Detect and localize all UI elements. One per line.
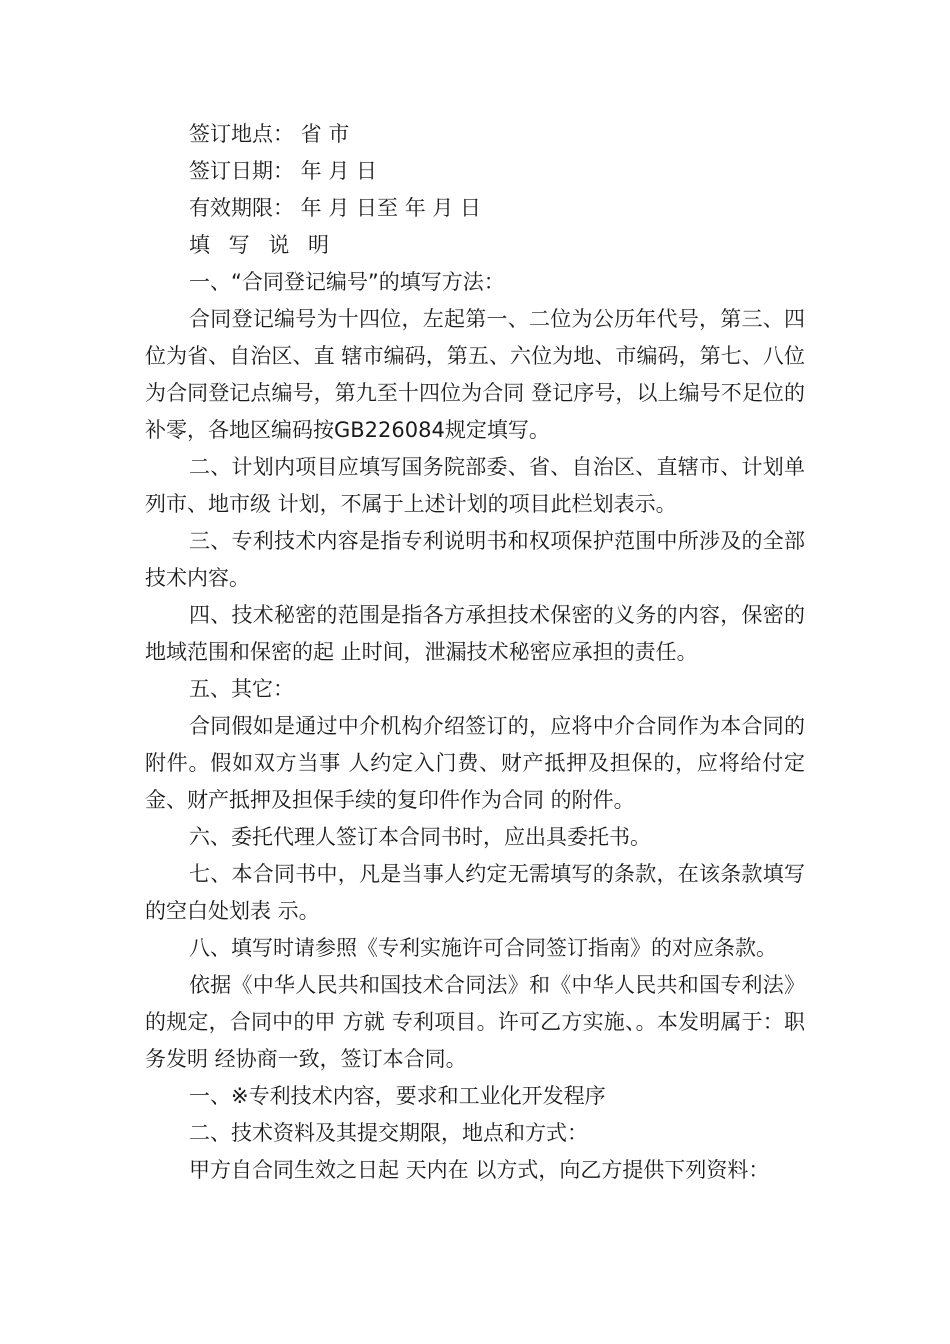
instruction-2: 二、计划内项目应填写国务院部委、省、自治区、直辖市、计划单列市、地市级 计划，不属于上述计划的项目此栏划表示。 — [145, 455, 805, 516]
instruction-3: 三、专利技术内容是指专利说明书和权项保护范围中所涉及的全部技术内容。 — [145, 529, 805, 590]
signing-place-field: 签订地点： 省 市 — [189, 122, 350, 146]
contract-clause-2: 二、技术资料及其提交期限，地点和方式： — [189, 1121, 588, 1145]
instruction-1-body: 合同登记编号为十四位，左起第一、二位为公历年代号，第三、四位为省、自治区、直 辖市编码，第五、六位为地、市编码，第七、八位为合同登记点编号，第九至十四位为合同 登记序号，以上编号不足位的补零，各地区编码按GB226084规定填写。 — [145, 307, 805, 442]
instruction-5-heading: 五、其它： — [189, 677, 294, 701]
instruction-5-body: 合同假如是通过中介机构介绍签订的，应将中介合同作为本合同的附件。假如双方当事 人约定入门费、财产抵押及担保的，应将给付定金、财产抵押及担保手续的复印件作为合同 的附件。 — [145, 714, 805, 812]
contract-preamble: 依据《中华人民共和国技术合同法》和《中华人民共和国专利法》的规定，合同中的甲 方就 专利项目。许可乙方实施、。本发明属于：职务发明 经协商一致，签订本合同。 — [145, 973, 805, 1071]
document-body — [145, 116, 805, 1189]
contract-clause-1: 一、※专利技术内容，要求和工业化开发程序 — [189, 1084, 606, 1108]
contract-clause-2-body: 甲方自合同生效之日起 天内在 以方式，向乙方提供下列资料： — [189, 1158, 770, 1182]
instructions-title: 填 写 说 明 — [189, 233, 336, 257]
instruction-8: 八、填写时请参照《专利实施许可合同签订指南》的对应条款。 — [189, 936, 777, 960]
instruction-4: 四、技术秘密的范围是指各方承担技术保密的义务的内容，保密的地域范围和保密的起 止时间，泄漏技术秘密应承担的责任。 — [145, 603, 805, 664]
instruction-1-heading: 一、“合同登记编号”的填写方法： — [189, 270, 505, 294]
signing-date-field: 签订日期： 年 月 日 — [189, 159, 378, 183]
instruction-6: 六、委托代理人签订本合同书时，应出具委托书。 — [189, 825, 651, 849]
instruction-7: 七、本合同书中，凡是当事人约定无需填写的条款，在该条款填写的空白处划表 示。 — [145, 862, 805, 923]
validity-period-field: 有效期限： 年 月 日至 年 月 日 — [189, 196, 482, 220]
